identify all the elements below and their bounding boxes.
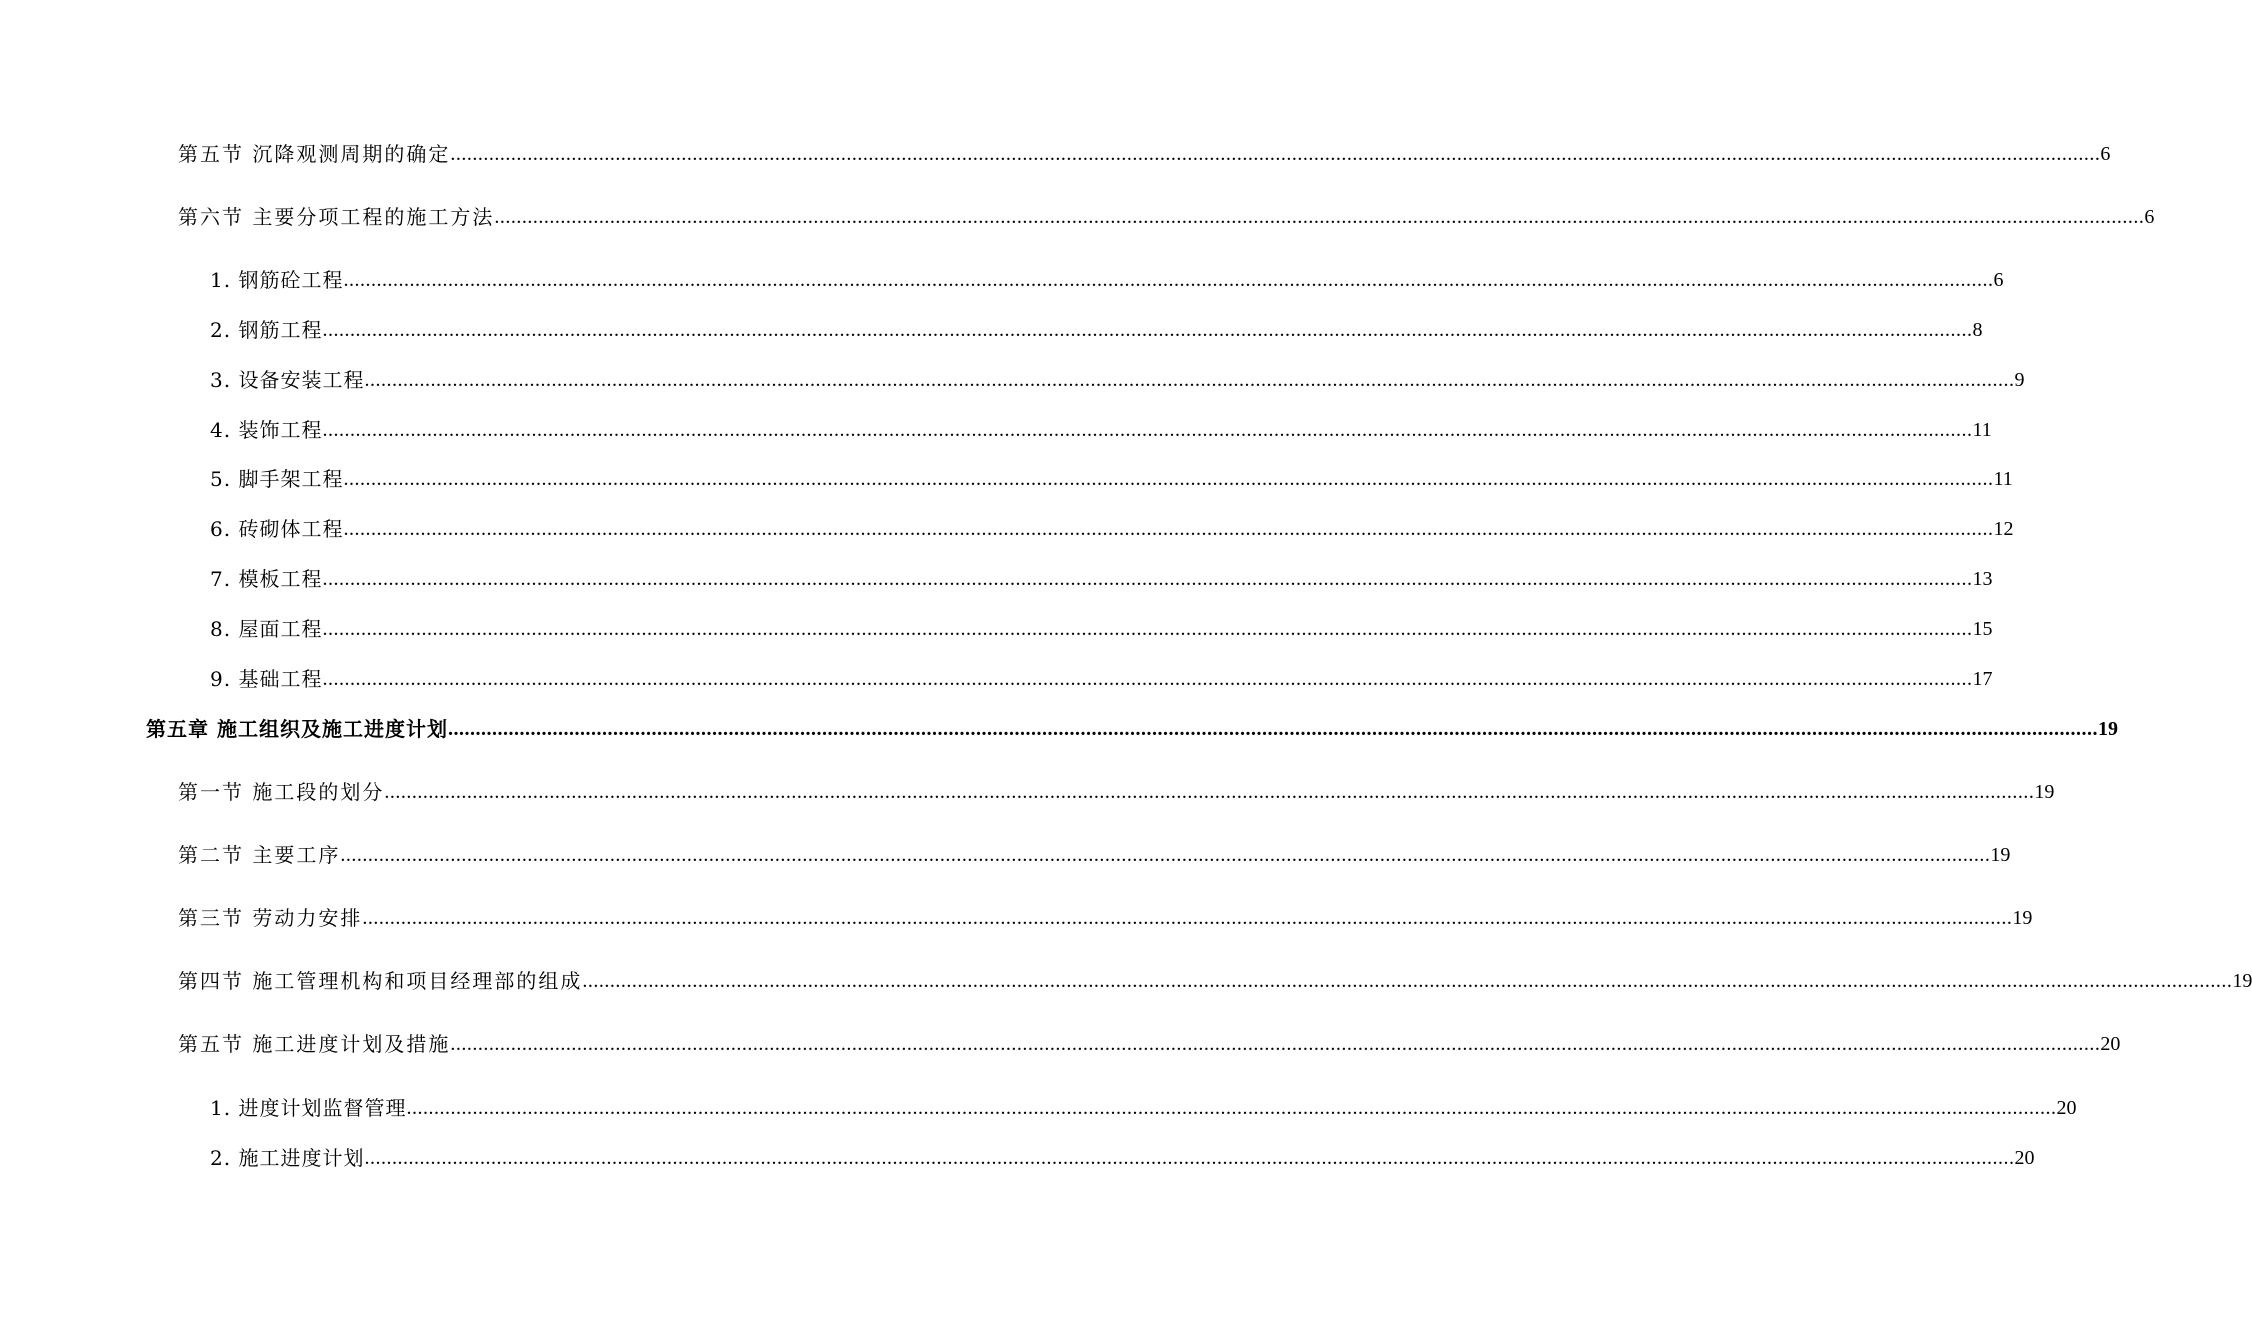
toc-page-number: 19 bbox=[1990, 844, 2011, 866]
toc-leader-dots: ............................................................................................................................................................................................................................................................................................................ bbox=[322, 618, 1973, 640]
toc-entry-label: 第三节 劳动力安排 bbox=[178, 906, 363, 930]
toc-entry-label: 9. 基础工程 bbox=[210, 667, 323, 691]
toc-entry[interactable] bbox=[210, 511, 2014, 541]
toc-entry-label: 2. 钢筋工程 bbox=[210, 318, 323, 342]
toc-entry[interactable] bbox=[210, 661, 1993, 691]
toc-page-number: 11 bbox=[1993, 468, 2013, 490]
toc-leader-dots: ............................................................................................................................................................................................................................................................................................................ bbox=[322, 568, 1973, 590]
toc-page-number: 6 bbox=[2100, 143, 2111, 165]
toc-entry[interactable] bbox=[178, 136, 2111, 166]
toc-entry[interactable] bbox=[178, 837, 2011, 867]
toc-page-number: 20 bbox=[2100, 1033, 2121, 1055]
toc-leader-dots: ............................................................................................................................................................................................................................................................................................................ bbox=[450, 1033, 2101, 1055]
toc-entry[interactable] bbox=[210, 262, 2004, 292]
toc-leader-dots: ............................................................................................................................................................................................................................................................................................................ bbox=[450, 143, 2101, 165]
toc-entry[interactable] bbox=[178, 900, 2033, 930]
toc-leader-dots: ............................................................................................................................................................................................................................................................................................................ bbox=[362, 907, 2013, 929]
toc-page-number: 8 bbox=[1972, 319, 1983, 341]
toc-page-number: 6 bbox=[1993, 269, 2004, 291]
toc-leader-dots: ............................................................................................................................................................................................................................................................................................................ bbox=[406, 1097, 2057, 1119]
toc-entry-label: 第四节 施工管理机构和项目经理部的组成 bbox=[178, 969, 583, 993]
toc-page-number: 6 bbox=[2144, 206, 2155, 228]
toc-page-number: 20 bbox=[2014, 1147, 2035, 1169]
toc-leader-dots: ............................................................................................................................................................................................................................................................................................................ bbox=[343, 518, 1994, 540]
toc-page-number: 20 bbox=[2056, 1097, 2077, 1119]
toc-page-number: 19 bbox=[2012, 907, 2033, 929]
toc-entry-label: 第五章 施工组织及施工进度计划 bbox=[146, 717, 448, 741]
toc-entry-label: 第一节 施工段的划分 bbox=[178, 780, 385, 804]
toc-leader-dots: ............................................................................................................................................................................................................................................................................................................ bbox=[494, 206, 2145, 228]
toc-entry[interactable] bbox=[210, 312, 1983, 342]
toc-entry[interactable] bbox=[210, 362, 2025, 392]
toc-leader-dots: ............................................................................................................................................................................................................................................................................................................ bbox=[384, 781, 2035, 803]
toc-page-number: 19 bbox=[2097, 718, 2118, 740]
toc-entry[interactable] bbox=[178, 774, 2055, 804]
toc-page-number: 9 bbox=[2014, 369, 2025, 391]
toc-leader-dots: ............................................................................................................................................................................................................................................................................................................ bbox=[322, 319, 1973, 341]
toc-page-number: 17 bbox=[1972, 668, 1993, 690]
toc-entry-label: 5. 脚手架工程 bbox=[210, 467, 344, 491]
toc-page-number: 19 bbox=[2034, 781, 2055, 803]
toc-page-number: 11 bbox=[1972, 419, 1992, 441]
toc-entry-label: 8. 屋面工程 bbox=[210, 617, 323, 641]
toc-entry-label: 4. 装饰工程 bbox=[210, 418, 323, 442]
toc-entry[interactable] bbox=[210, 611, 1993, 641]
toc-entry-label: 2. 施工进度计划 bbox=[210, 1146, 365, 1170]
toc-leader-dots: ............................................................................................................................................................................................................................................................................................................ bbox=[340, 844, 1991, 866]
toc-entry-label: 3. 设备安装工程 bbox=[210, 368, 365, 392]
toc-entry[interactable] bbox=[178, 963, 2252, 993]
toc-leader-dots: ............................................................................................................................................................................................................................................................................................................ bbox=[322, 668, 1973, 690]
toc-leader-dots: ............................................................................................................................................................................................................................................................................................................ bbox=[364, 1147, 2015, 1169]
toc-entry[interactable] bbox=[210, 561, 1993, 591]
toc-leader-dots: ............................................................................................................................................................................................................................................................................................................ bbox=[343, 269, 1994, 291]
toc-entry-label: 第五节 施工进度计划及措施 bbox=[178, 1032, 451, 1056]
toc-entry-label: 第五节 沉降观测周期的确定 bbox=[178, 142, 451, 166]
toc-entry-label: 1. 钢筋砼工程 bbox=[210, 268, 344, 292]
toc-leader-dots: ............................................................................................................................................................................................................................................................................................................ bbox=[322, 419, 1973, 441]
toc-entry[interactable] bbox=[210, 412, 1992, 442]
toc-entry-label: 第二节 主要工序 bbox=[178, 843, 341, 867]
toc-entry-label: 1. 进度计划监督管理 bbox=[210, 1096, 407, 1120]
toc-entry-label: 第六节 主要分项工程的施工方法 bbox=[178, 205, 495, 229]
toc-page-number: 12 bbox=[1993, 518, 2014, 540]
toc-entry-label: 7. 模板工程 bbox=[210, 567, 323, 591]
toc-leader-dots: ............................................................................................................................................................................................................................................................................................................ bbox=[364, 369, 2015, 391]
toc-page-number: 19 bbox=[2232, 970, 2252, 992]
toc-entry[interactable] bbox=[210, 461, 2013, 491]
toc-leader-dots: ............................................................................................................................................................................................................................................................................................................ bbox=[343, 468, 1994, 490]
toc-entry[interactable] bbox=[210, 1090, 2077, 1120]
toc-page-number: 13 bbox=[1972, 568, 1993, 590]
toc-page-number: 15 bbox=[1972, 618, 1993, 640]
toc-entry[interactable] bbox=[178, 199, 2155, 229]
toc-entry-label: 6. 砖砌体工程 bbox=[210, 517, 344, 541]
toc-chapter-entry[interactable] bbox=[146, 711, 2118, 741]
toc-leader-dots: ............................................................................................................................................................................................................................................................................................................ bbox=[447, 718, 2098, 740]
toc-entry[interactable] bbox=[210, 1140, 2035, 1170]
toc-entry[interactable] bbox=[178, 1026, 2121, 1056]
toc-leader-dots: ............................................................................................................................................................................................................................................................................................................ bbox=[582, 970, 2233, 992]
